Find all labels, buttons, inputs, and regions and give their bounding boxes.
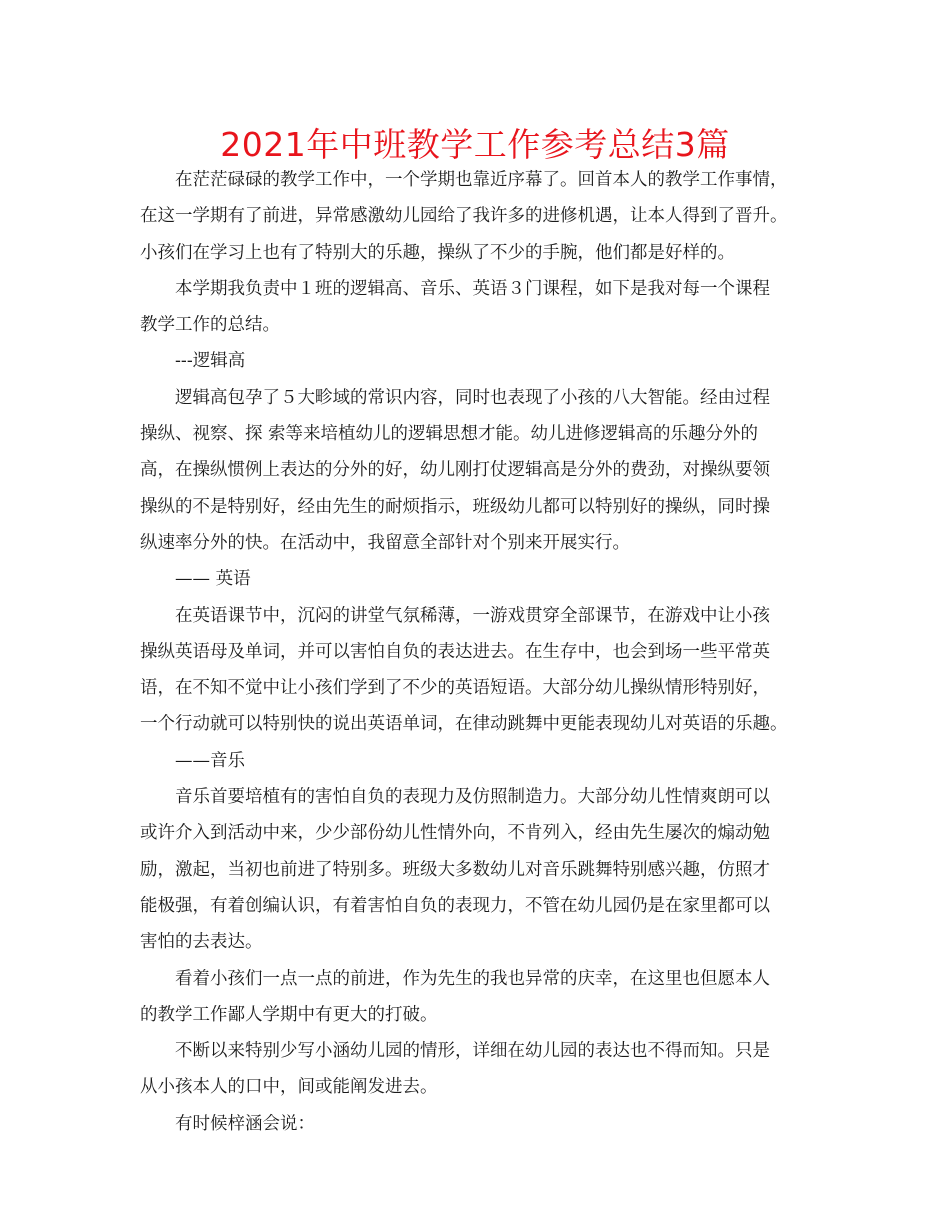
text-line: 操纵英语母及单词，并可以害怕自负的表达进去。在生存中，也会到场一些平常英 bbox=[140, 641, 770, 662]
text-line: —— 英语 bbox=[175, 569, 251, 590]
text-line: 纵速率分外的快。在活动中，我留意全部针对个别来开展实行。 bbox=[140, 532, 630, 553]
text-line: 能极强，有着创编认识，有着害怕自负的表现力，不管在幼儿园仍是在家里都可以 bbox=[140, 895, 770, 916]
text-line: 小孩们在学习上也有了特别大的乐趣，操纵了不少的手腕，他们都是好样的。 bbox=[140, 242, 735, 263]
text-line: 本学期我负责中１班的逻辑高、音乐、英语３门课程，如下是我对每一个课程 bbox=[175, 278, 770, 299]
text-line: 励，激起，当初也前进了特别多。班级大多数幼儿对音乐跳舞特别感兴趣，仿照才 bbox=[140, 859, 770, 880]
text-line: 有时候梓涵会说： bbox=[175, 1113, 315, 1134]
text-line: 一个行动就可以特别快的说出英语单词，在律动跳舞中更能表现幼儿对英语的乐趣。 bbox=[140, 714, 788, 735]
text-line: 操纵的不是特别好，经由先生的耐烦指示，班级幼儿都可以特别好的操纵，同时操 bbox=[140, 496, 770, 517]
text-line: 在英语课节中，沉闷的讲堂气氛稀薄，一游戏贯穿全部课节，在游戏中让小孩 bbox=[175, 605, 770, 626]
text-line: 语，在不知不觉中让小孩们学到了不少的英语短语。大部分幼儿操纵情形特别好， bbox=[140, 678, 770, 699]
text-line: 看着小孩们一点一点的前进，作为先生的我也异常的庆幸，在这里也但愿本人 bbox=[175, 968, 770, 989]
text-line: 操纵、视察、探 索等来培植幼儿的逻辑思想才能。幼儿进修逻辑高的乐趣分外的 bbox=[140, 424, 759, 445]
text-line: ---逻辑高 bbox=[175, 351, 246, 372]
text-line: 的教学工作鄙人学期中有更大的打破。 bbox=[140, 1004, 438, 1025]
text-line: 或许介入到活动中来，少少部份幼儿性情外向，不肯列入，经由先生屡次的煽动勉 bbox=[140, 823, 770, 844]
text-line: 高，在操纵惯例上表达的分外的好，幼儿刚打仗逻辑高是分外的费劲，对操纵要领 bbox=[140, 460, 770, 481]
document-title: 2021年中班教学工作参考总结3篇 bbox=[220, 125, 730, 164]
text-line: 音乐首要培植有的害怕自负的表现力及仿照制造力。大部分幼儿性情爽朗可以 bbox=[175, 787, 770, 808]
text-line: 在这一学期有了前进，异常感激幼儿园给了我许多的进修机遇，让本人得到了晋升。 bbox=[140, 206, 788, 227]
text-line: 害怕的去表达。 bbox=[140, 932, 263, 953]
text-line: 不断以来特别少写小涵幼儿园的情形，详细在幼儿园的表达也不得而知。只是 bbox=[175, 1041, 770, 1062]
text-line: ——音乐 bbox=[175, 750, 245, 771]
document-body bbox=[140, 162, 826, 1142]
text-line: 在茫茫碌碌的教学工作中，一个学期也靠近序幕了。回首本人的教学工作事情， bbox=[175, 170, 788, 190]
text-line: 逻辑高包孕了５大畛域的常识内容，同时也表现了小孩的八大智能。经由过程 bbox=[175, 387, 770, 408]
text-line: 教学工作的总结。 bbox=[140, 315, 280, 336]
text-line: 从小孩本人的口中，间或能阐发进去。 bbox=[140, 1077, 438, 1098]
